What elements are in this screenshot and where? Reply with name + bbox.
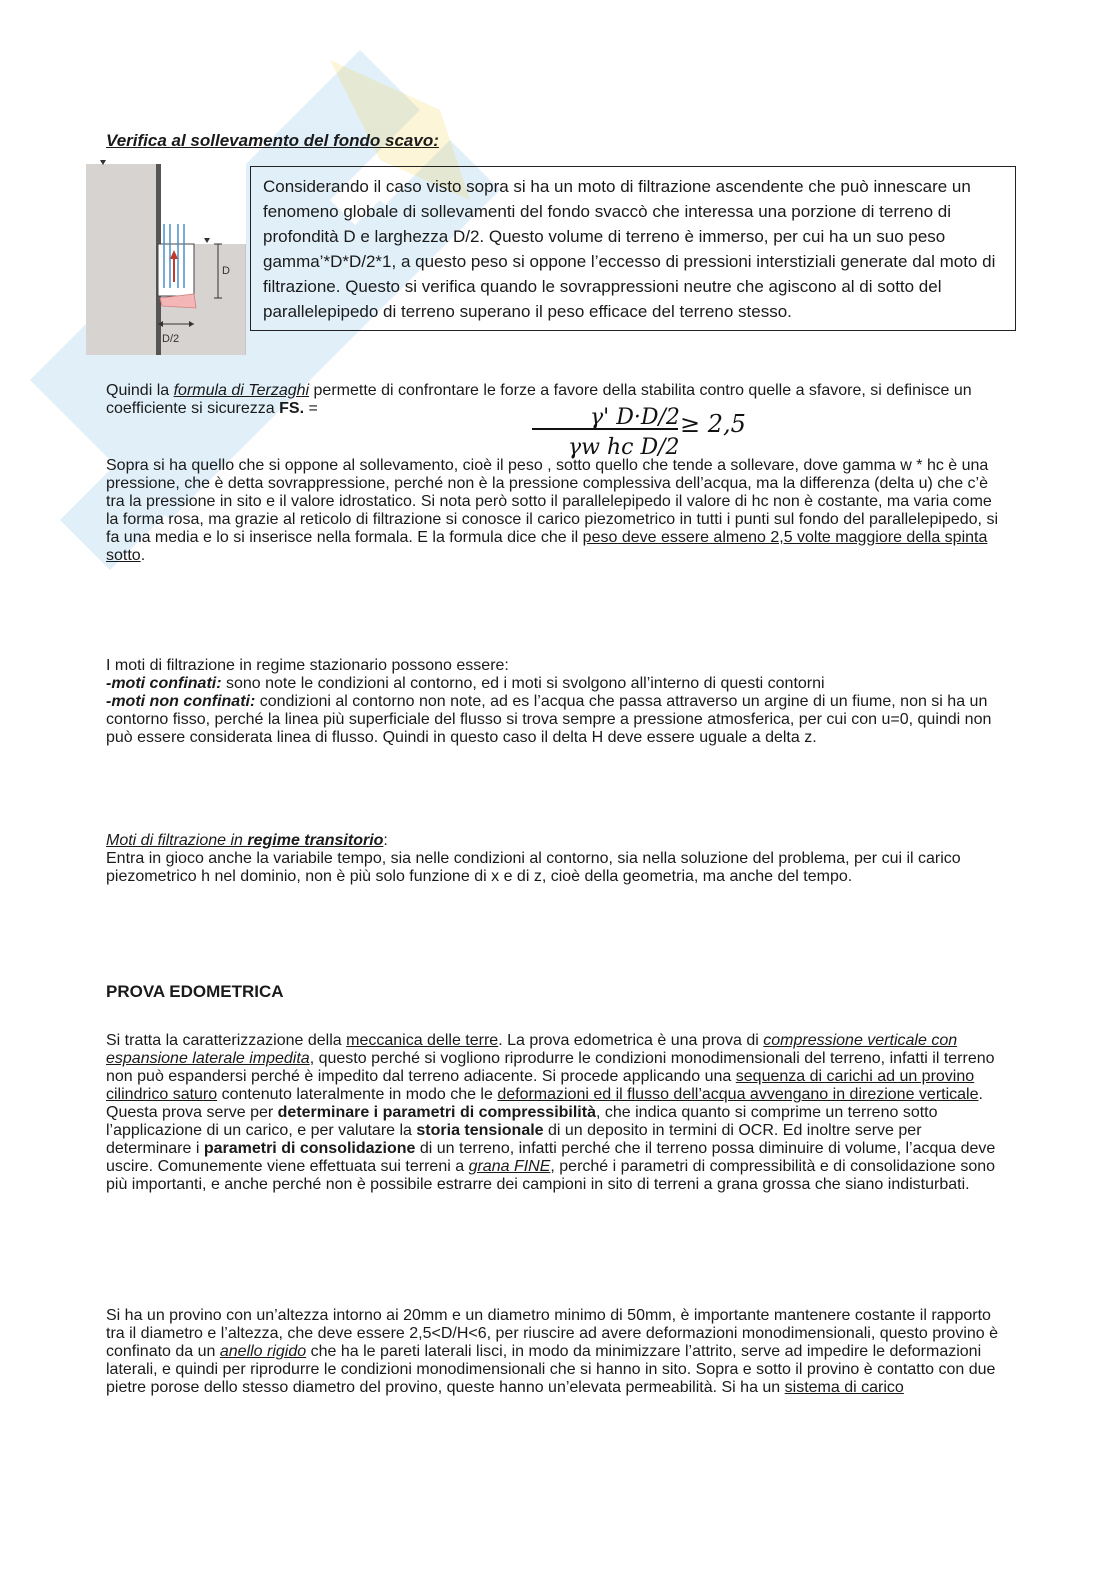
paragraph-motion-types: I moti di filtrazione in regime stazionario possono essere: -moti confinati: sono note le condizioni al contorno, ed i moti si svolgono all’interno di questi contorni -moti non confinati: condizioni al contorno non note, ad es l’acqua che passa attraverso un argine di un fiume, non si ha un contorno fisso, perché la linea più superficiale del flusso si trova sempre a pressione atmosferica, per cui con u=0, quindi non può essere considerata linea di flusso. Quindi in questo caso il delta H deve essere uguale a delta z. [106, 657, 992, 746]
paragraph-provino: Si ha un provino con un’altezza intorno ai 20mm e un diametro minimo di 50mm, è importante mantenere costante il rapporto tra il diametro e l’altezza, che deve essere 2,5<D/H<6, per riuscire ad avere deformazioni monodimensionali, questo provino è confinato da un anello rigido che ha le pareti laterali lisci, in modo da minimizzare l’attrito, serve ad impedire le deformazioni laterali, e quindi per riprodurre le condizioni monodimensionali che si hanno in sito. Sopra e sotto il provino è contatto con due pietre porose dello stesso diametro del provino, queste hanno un’elevata permeabilità. Si ha un sistema di carico [106, 1307, 999, 1396]
watermark [0, 0, 560, 760]
formula-denominator: γw hc D/2 [568, 435, 680, 460]
formula-numerator: γ' D·D/2 [590, 405, 680, 430]
paragraph-transient: Moti di filtrazione in regime transitorio: Entra in gioco anche la variabile tempo, sia nelle condizioni al contorno, sia nella soluzione del problema, per cui il carico piezometrico h nel dominio, non è più solo funzione di x e di z, cioè della geometria, ma anche del tempo. [106, 832, 961, 885]
paragraph-edometrica-intro: Si tratta la caratterizzazione della meccanica delle terre. La prova edometrica è una prova di compressione verticale con espansione laterale impedita, questo perché si vogliono riprodurre le condizioni monodimensionali del terreno, infatti il terreno non può espandersi perché è impedito dal terreno adiacente. Si procede applicando una sequenza di carichi ad un provino cilindrico saturo contenuto lateralmente in modo che le deformazioni ed il flusso dell’acqua avvengano in direzione verticale. Questa prova serve per determinare i parametri di compressibilità, che indica quanto si comprime un terreno sotto l’applicazione di un carico, e per valutare la storia tensionale di un deposito in termini di OCR. Ed inoltre serve per determinare i parametri di consolidazione di un terreno, infatti perché che il terreno possa diminuire di volume, l’acqua deve uscire. Comunemente viene effettuata sui terreni a grana FINE, perché i parametri di compressibilità e di consolidazione sono più importanti, e anche perché non è possibile estrarre dei campioni in sito di terreni a grana grossa che siano indisturbati. [106, 1032, 996, 1193]
paragraph-uplift-explanation: Sopra si ha quello che si oppone al sollevamento, cioè il peso , sotto quello che tende a sollevare, dove gamma w * hc è una pressione, che è detta sovrappressione, perché non è la pressione complessiva dell’acqua, ma la differenza (delta u) che c’è tra la pressione in sito e il valore idrostatico. Si nota però sotto il parallelepipedo il valore di hc non è costante, ma varia come la forma rosa, ma grazie al reticolo di filtrazione si conosce il carico piezometrico in tutti i punti sul fondo del parallelepipedo, si fa una media e lo si inserisce nella formala. E la formula dice che il peso deve essere almeno 2,5 volte maggiore della spinta sotto. [106, 457, 998, 564]
label-d: D [222, 265, 230, 277]
heading-prova-edometrica: PROVA EDOMETRICA [106, 982, 284, 1001]
terzaghi-link: formula di Terzaghi [173, 382, 310, 399]
formula-rhs: ≥ 2,5 [680, 410, 746, 438]
section-title: Verifica al sollevamento del fondo scavo: [106, 131, 439, 150]
paragraph-terzaghi: Quindi la formula di Terzaghi permette di confrontare le forze a favore della stabilita contro quelle a sfavore, si definisce un coefficiente si sicurezza FS. = [106, 382, 972, 417]
boxed-explanation: Considerando il caso visto sopra si ha un moto di filtrazione ascendente che può innescare un fenomeno globale di sollevamenti del fondo svaccò che interessa una porzione di terreno di profondità D e larghezza D/2. Questo volume di terreno è immerso, per cui ha un suo peso gamma’*D*D/2*1, a questo peso si oppone l’eccesso di pressioni interstiziali generate dal moto di filtrazione. Questo si verifica quando le sovrappressioni neutre che agiscono al di sotto del parallelepipedo di terreno superano il peso efficace del terreno stesso. [250, 166, 1016, 331]
label-d2: D/2 [162, 333, 180, 345]
handwritten-formula [530, 402, 760, 462]
uplift-diagram [86, 160, 246, 355]
